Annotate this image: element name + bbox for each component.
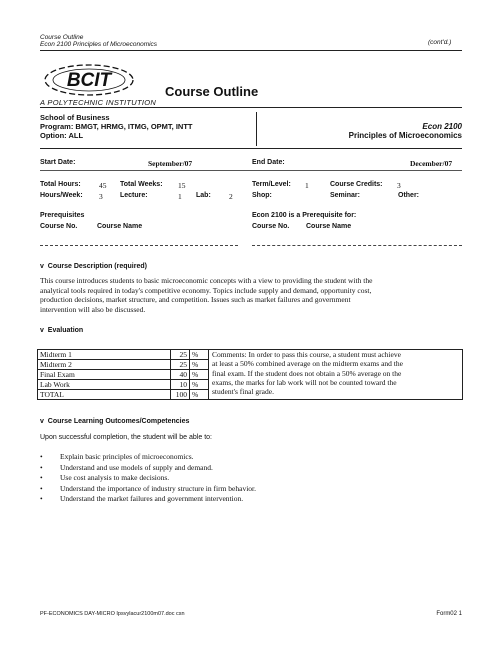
eval-comments: Comments: In order to pass this course, a student must achieve at least a 50% combined average on the midterm exams and the final exam. If the student does not obtain a 50% average on the exams, the marks for lab work will not be counted toward the student's final grade. bbox=[209, 350, 463, 400]
start-date-label: Start Date: bbox=[40, 159, 76, 166]
description-body: This course introduces students to basic microeconomic concepts with a view to providing the student with the analytical tools required in today's competitive economy. Topics include supply and demand, opportunity cost, production decisions, market structure, and competition. Issues such as market failures and government intervention will also be discussed. bbox=[40, 276, 373, 314]
table-row bbox=[38, 350, 463, 360]
header-contd: (cont'd.) bbox=[428, 39, 452, 46]
heading-bullet-icon: v bbox=[40, 327, 44, 334]
outcomes-intro: Upon successful completion, the student will be able to: bbox=[40, 434, 212, 441]
lecture-label: Lecture: bbox=[120, 192, 148, 199]
eval-item: Midterm 1 bbox=[38, 350, 171, 360]
title-rule bbox=[40, 107, 462, 108]
header-course: Econ 2100 Principles of Microeconomics bbox=[40, 41, 158, 48]
evaluation-heading: v Evaluation bbox=[40, 327, 84, 334]
credits-value: 3 bbox=[397, 181, 401, 190]
hours-week-label: Hours/Week: bbox=[40, 192, 83, 199]
credits-label: Course Credits: bbox=[330, 181, 383, 188]
footer-page: Form02 1 bbox=[436, 611, 462, 617]
course-name: Principles of Microeconomics bbox=[348, 131, 462, 140]
prereq-for-col-course-name: Course Name bbox=[306, 223, 352, 230]
bullet-icon: • bbox=[40, 462, 43, 472]
total-weeks-value: 15 bbox=[178, 181, 186, 190]
lecture-value: 1 bbox=[178, 192, 182, 201]
eval-value: 25 bbox=[171, 350, 190, 360]
eval-pct: % bbox=[190, 360, 209, 370]
eval-value: 25 bbox=[171, 360, 190, 370]
eval-pct: % bbox=[190, 350, 209, 360]
eval-item: Final Exam bbox=[38, 370, 171, 380]
logo-tagline: A POLYTECHNIC INSTITUTION bbox=[40, 98, 157, 107]
school-rule bbox=[40, 148, 462, 149]
other-label: Other: bbox=[398, 192, 419, 199]
program-list: Program: BMGT, HRMG, ITMG, OPMT, INTT bbox=[40, 122, 193, 131]
prereq-col-course-name: Course Name bbox=[97, 223, 143, 230]
dates-rule bbox=[40, 170, 462, 171]
end-date-label: End Date: bbox=[252, 159, 285, 166]
total-hours-value: 45 bbox=[99, 181, 107, 190]
eval-value: 40 bbox=[171, 370, 190, 380]
list-item: • Use cost analysis to make decisions. bbox=[40, 473, 170, 482]
heading-bullet-icon: v bbox=[40, 418, 44, 425]
eval-value: 10 bbox=[171, 380, 190, 390]
list-item: • Understand the importance of industry structure in firm behavior. bbox=[40, 483, 256, 493]
bullet-icon: • bbox=[40, 473, 43, 482]
bullet-icon: • bbox=[40, 494, 43, 503]
eval-item: Lab Work bbox=[38, 380, 171, 390]
page-title: Course Outline bbox=[165, 84, 259, 99]
seminar-label: Seminar: bbox=[330, 192, 360, 199]
term-label: Term/Level: bbox=[252, 181, 291, 188]
header-title: Course Outline bbox=[40, 34, 84, 41]
list-item: • Understand and use models of supply and demand. bbox=[40, 462, 213, 472]
prereq-title: Prerequisites bbox=[40, 212, 85, 219]
list-item: • Understand the market failures and government intervention. bbox=[40, 494, 244, 503]
footer-file: PF-ECONOMICS DAY-MICRO Ipsvylacur2100m07.doc csn bbox=[40, 611, 185, 617]
header-divider bbox=[256, 112, 257, 146]
eval-pct: % bbox=[190, 390, 209, 400]
description-heading: v Course Description (required) bbox=[40, 263, 147, 270]
heading-bullet-icon: v bbox=[40, 263, 44, 270]
shop-label: Shop: bbox=[252, 192, 272, 199]
end-date-value: December/07 bbox=[410, 159, 453, 168]
school-name: School of Business bbox=[40, 113, 110, 122]
prereq-rule-right bbox=[252, 245, 462, 246]
header-rule bbox=[40, 50, 462, 51]
outcomes-list bbox=[40, 452, 460, 505]
prereq-for-title: Econ 2100 is a Prerequisite for: bbox=[252, 212, 357, 219]
total-weeks-label: Total Weeks: bbox=[120, 181, 163, 188]
bcit-logo bbox=[42, 62, 137, 98]
eval-item: TOTAL bbox=[38, 390, 171, 400]
prereq-rule-left bbox=[40, 245, 238, 246]
course-code: Econ 2100 bbox=[422, 122, 462, 131]
lab-label: Lab: bbox=[196, 192, 211, 199]
prereq-for-col-course-no: Course No. bbox=[252, 223, 290, 230]
option-text: Option: ALL bbox=[40, 131, 84, 140]
eval-value: 100 bbox=[171, 390, 190, 400]
hours-week-value: 3 bbox=[99, 192, 103, 201]
term-value: 1 bbox=[305, 181, 309, 190]
outcomes-heading: v Course Learning Outcomes/Competencies bbox=[40, 418, 190, 425]
eval-pct: % bbox=[190, 380, 209, 390]
bullet-icon: • bbox=[40, 483, 43, 493]
lab-value: 2 bbox=[229, 192, 233, 201]
list-item: • Explain basic principles of microeconomics. bbox=[40, 452, 194, 461]
eval-item: Midterm 2 bbox=[38, 360, 171, 370]
start-date-value: September/07 bbox=[148, 159, 193, 168]
bullet-icon: • bbox=[40, 452, 43, 461]
svg-text:BCIT: BCIT bbox=[66, 70, 112, 91]
total-hours-label: Total Hours: bbox=[40, 181, 81, 188]
eval-pct: % bbox=[190, 370, 209, 380]
evaluation-table bbox=[37, 349, 463, 400]
prereq-col-course-no: Course No. bbox=[40, 223, 78, 230]
